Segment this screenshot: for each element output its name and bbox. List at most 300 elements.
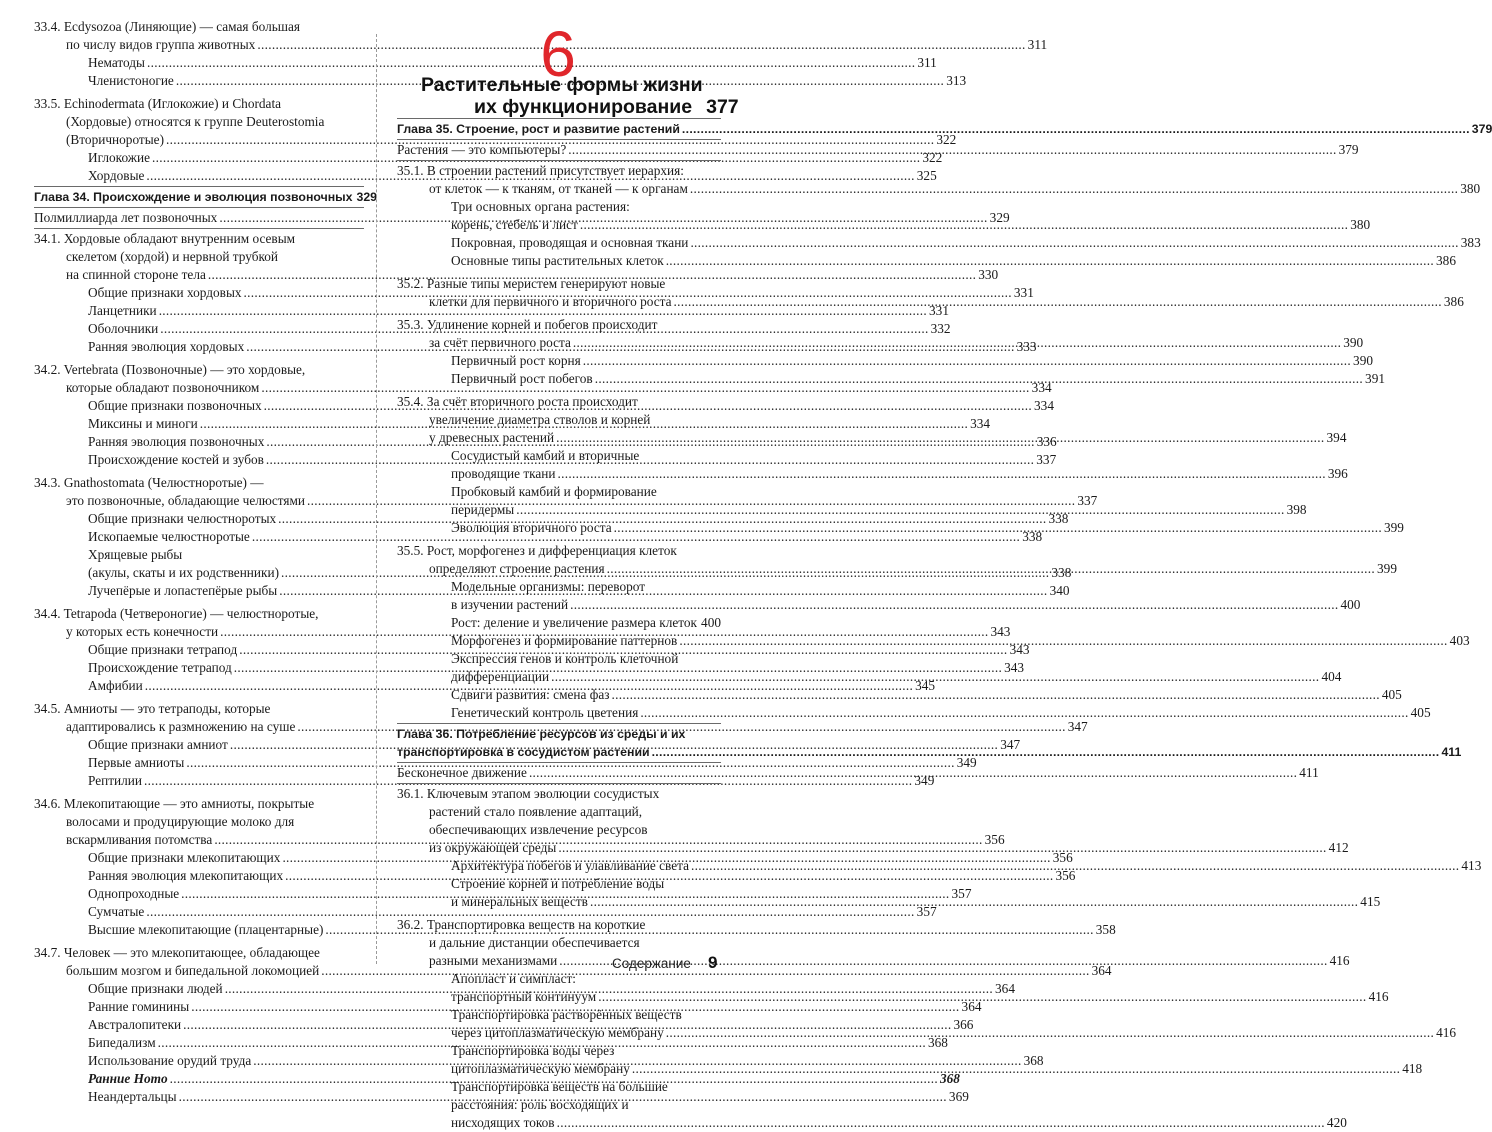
toc-entry-title: на спинной стороне тела (66, 266, 206, 284)
toc-entry[interactable] (397, 578, 721, 596)
toc-entry-title: которые обладают позвоночником (66, 379, 259, 397)
toc-entry[interactable] (397, 1024, 721, 1042)
toc-chapter-heading[interactable] (397, 725, 721, 743)
toc-entry[interactable] (397, 216, 721, 234)
toc-entry-title: Строение корней и потребление воды (451, 875, 664, 893)
dot-leader (691, 857, 1459, 875)
dot-leader (551, 668, 1319, 686)
toc-entry[interactable] (397, 650, 721, 668)
toc-entry[interactable] (34, 131, 364, 149)
toc-entry-page: 332 (931, 320, 951, 338)
toc-entry-title: Общие признаки амниот (88, 736, 228, 754)
toc-entry[interactable] (34, 736, 364, 754)
toc-entry-title: Общие признаки тетрапод (88, 641, 237, 659)
toc-entry[interactable] (34, 813, 364, 831)
dot-leader (690, 180, 1458, 198)
toc-chapter-heading[interactable] (34, 188, 364, 206)
footer-page-number: 9 (708, 952, 717, 974)
toc-section-entry[interactable] (34, 944, 364, 962)
toc-entry[interactable] (34, 546, 364, 564)
part-title-line-1: Растительные формы жизни (421, 73, 703, 97)
toc-entry[interactable] (34, 849, 364, 867)
toc-entry-title: через цитоплазматическую мембрану (451, 1024, 664, 1042)
toc-entry[interactable] (397, 180, 721, 198)
toc-entry[interactable] (397, 411, 721, 429)
toc-entry-title: Общие признаки позвоночных (88, 397, 262, 415)
toc-entry-title: Ранняя эволюция позвоночных (88, 433, 264, 451)
toc-entry[interactable] (34, 1034, 364, 1052)
toc-entry-page: 356 (985, 831, 1005, 849)
toc-entry-title: Первые амниоты (88, 754, 184, 772)
toc-entry[interactable] (34, 338, 364, 356)
toc-entry[interactable] (397, 632, 721, 650)
toc-section-entry[interactable] (34, 795, 364, 813)
toc-entry-title: из окружающей среды (429, 839, 556, 857)
toc-entry-page: 322 (922, 149, 942, 167)
toc-entry-title: это позвоночные, обладающие челюстями (66, 492, 305, 510)
toc-entry[interactable] (34, 1016, 364, 1034)
toc-entry-title: Ископаемые челюстноротые (88, 528, 250, 546)
toc-entry-page: 331 (929, 302, 949, 320)
toc-entry[interactable] (34, 831, 364, 849)
toc-entry[interactable] (397, 857, 721, 875)
toc-entry-title: Архитектура побегов и улавливание света (451, 857, 689, 875)
toc-entry[interactable] (34, 1088, 364, 1106)
toc-entry-title: увеличение диаметра стволов и корней (429, 411, 650, 429)
toc-entry-title: Транспортировка растворённых веществ (451, 1006, 682, 1024)
toc-entry[interactable] (34, 113, 364, 131)
toc-section-entry[interactable] (34, 700, 364, 718)
toc-entry-title: Глава 36. Потребление ресурсов из среды и их (397, 725, 685, 743)
toc-entry-page: 338 (1049, 510, 1069, 528)
toc-entry-page: 368 (1024, 1052, 1044, 1070)
toc-entry[interactable] (34, 302, 364, 320)
toc-entry-title: у древесных растений (429, 429, 554, 447)
toc-entry-page: 337 (1036, 451, 1056, 469)
toc-section-entry[interactable] (397, 141, 721, 159)
toc-entry-title: Происхождение тетрапод (88, 659, 232, 677)
toc-entry-title: разными механизмами (429, 952, 557, 970)
toc-section-entry[interactable] (397, 542, 721, 560)
toc-entry[interactable] (34, 677, 364, 695)
toc-entry[interactable] (397, 234, 721, 252)
toc-entry-page: 329 (990, 209, 1010, 227)
toc-entry[interactable] (34, 248, 364, 266)
toc-entry-title: 33.4. Ecdysozoa (Линяющие) — самая большая (34, 18, 300, 36)
toc-entry[interactable] (34, 433, 364, 451)
toc-section-entry[interactable] (397, 785, 721, 803)
toc-entry-page: 416 (1436, 1024, 1456, 1042)
toc-entry[interactable] (397, 483, 721, 501)
dot-leader (632, 1060, 1400, 1078)
toc-entry-page: 364 (1092, 962, 1112, 980)
toc-entry[interactable] (397, 803, 721, 821)
toc-entry[interactable] (34, 921, 364, 939)
dot-leader (583, 352, 1351, 370)
toc-entry-title: транспортировка в сосудистом растении (397, 743, 650, 761)
toc-entry[interactable] (34, 451, 364, 469)
dot-leader (595, 370, 1363, 388)
toc-entry[interactable] (34, 72, 364, 90)
toc-entry[interactable] (34, 718, 364, 736)
toc-entry-title: Ранняя эволюция хордовых (88, 338, 244, 356)
toc-section-entry[interactable] (397, 162, 721, 180)
toc-entry-title: большим мозгом и бипедальной локомоцией (66, 962, 319, 980)
toc-entry-title: от клеток — к тканям, от тканей — к органам (429, 180, 688, 198)
toc-entry-title: проводящие ткани (451, 465, 556, 483)
toc-entry-title: Неандертальцы (88, 1088, 177, 1106)
toc-entry-title: Общие признаки хордовых (88, 284, 242, 302)
toc-entry-page: 322 (936, 131, 956, 149)
dot-leader (666, 1024, 1434, 1042)
toc-entry[interactable] (34, 998, 364, 1016)
toc-entry-title: перидермы (451, 501, 514, 519)
toc-entry-title: Ранние гоминины (88, 998, 189, 1016)
toc-entry[interactable] (397, 893, 721, 911)
toc-entry-title: Транспортировка воды через (451, 1042, 614, 1060)
toc-entry-title: Генетический контроль цветения (451, 704, 638, 722)
toc-entry-page: 394 (1327, 429, 1347, 447)
toc-entry[interactable] (34, 492, 364, 510)
toc-entry[interactable] (34, 1070, 364, 1088)
toc-entry-page: 347 (1068, 718, 1088, 736)
toc-entry-title: 35.2. Разные типы меристем генерируют новые (397, 275, 665, 293)
toc-entry-page: 329 (357, 188, 378, 206)
toc-entry-page: 325 (917, 167, 937, 185)
toc-entry-page: 404 (1321, 668, 1341, 686)
toc-entry-page: 347 (1000, 736, 1020, 754)
toc-section-entry[interactable] (397, 916, 721, 934)
toc-entry-title: растений стало появление адаптаций, (429, 803, 642, 821)
toc-entry-title: 34.3. Gnathostomata (Челюстноротые) — (34, 474, 264, 492)
toc-entry[interactable] (34, 167, 364, 185)
toc-entry-page: 356 (1055, 867, 1075, 885)
toc-entry-title: Использование орудий труда (88, 1052, 251, 1070)
toc-entry-title: у которых есть конечности (66, 623, 218, 641)
toc-entry-title: Полмиллиарда лет позвоночных (34, 209, 217, 227)
toc-entry-title: 34.4. Tetrapoda (Четвероногие) — челюстноротые, (34, 605, 319, 623)
toc-entry-page: 420 (1327, 1114, 1347, 1132)
toc-entry-page: 399 (1377, 560, 1397, 578)
toc-entry-title: обеспечивающих извлечение ресурсов (429, 821, 648, 839)
toc-entry-title: 36.2. Транспортировка веществ на короткие (397, 916, 645, 934)
toc-entry-title: 35.5. Рост, морфогенез и дифференциация клеток (397, 542, 677, 560)
toc-entry-page: 349 (957, 754, 977, 772)
toc-entry[interactable] (34, 772, 364, 790)
toc-entry-title: Пробковый камбий и формирование (451, 483, 657, 501)
toc-entry-page: 416 (1330, 952, 1350, 970)
toc-section-entry[interactable] (34, 230, 364, 248)
toc-entry-page: 368 (928, 1034, 948, 1052)
toc-chapter-heading[interactable] (397, 120, 721, 138)
toc-entry-page: 386 (1444, 293, 1464, 311)
toc-entry-page: 400 (701, 614, 721, 632)
toc-entry-title: Рост: деление и увеличение размера клеток (451, 614, 697, 632)
toc-entry-title: Высшие млекопитающие (плацентарные) (88, 921, 323, 939)
toc-entry-page: 331 (1014, 284, 1034, 302)
toc-entry-title: Происхождение костей и зубов (88, 451, 264, 469)
toc-entry-title: цитоплазматическую мембрану (451, 1060, 630, 1078)
toc-entry[interactable] (34, 284, 364, 302)
toc-entry-title: Хрящевые рыбы (88, 546, 182, 564)
toc-entry-title: Сумчатые (88, 903, 144, 921)
toc-section-entry[interactable] (34, 474, 364, 492)
toc-entry-title: Сосудистый камбий и вторичные (451, 447, 639, 465)
toc-entry-title: Покровная, проводящая и основная ткани (451, 234, 688, 252)
toc-entry[interactable] (397, 686, 721, 704)
dot-leader (666, 252, 1434, 270)
toc-entry-page: 379 (1339, 141, 1359, 159)
toc-entry-page: 357 (952, 885, 972, 903)
toc-entry-page: 334 (1032, 379, 1052, 397)
toc-entry-title: волосами и продуцирующие молоко для (66, 813, 294, 831)
toc-entry[interactable] (34, 54, 364, 72)
toc-entry[interactable] (397, 821, 721, 839)
toc-entry-page: 338 (1022, 528, 1042, 546)
toc-entry-title: Три основных органа растения: (451, 198, 630, 216)
toc-entry[interactable] (397, 1096, 721, 1114)
toc-entry[interactable] (397, 988, 721, 1006)
toc-entry-page: 403 (1450, 632, 1470, 650)
toc-entry[interactable] (397, 501, 721, 519)
toc-entry-page: 405 (1411, 704, 1431, 722)
toc-entry-title: Экспрессия генов и контроль клеточной (451, 650, 678, 668)
toc-section-entry[interactable] (397, 316, 721, 334)
toc-entry[interactable] (34, 623, 364, 641)
toc-chapter-heading[interactable] (397, 743, 721, 761)
toc-entry-title: Оболочники (88, 320, 158, 338)
toc-section-entry[interactable] (34, 18, 364, 36)
toc-rule (397, 762, 721, 763)
toc-entry-title: (Хордовые) относятся к группе Deuterostomia (66, 113, 324, 131)
toc-section-entry[interactable] (34, 209, 364, 227)
toc-entry[interactable] (397, 1114, 721, 1132)
toc-entry[interactable] (34, 754, 364, 772)
dot-leader (573, 334, 1341, 352)
toc-entry-title: Глава 35. Строение, рост и развитие растений (397, 120, 680, 138)
toc-entry-title: Общие признаки челюстноротых (88, 510, 276, 528)
toc-entry-title: Общие признаки людей (88, 980, 223, 998)
toc-entry[interactable] (34, 885, 364, 903)
toc-entry-title: 34.1. Хордовые обладают внутренним осевым (34, 230, 295, 248)
column-divider (376, 34, 377, 964)
toc-entry-page: 357 (917, 903, 937, 921)
toc-entry[interactable] (34, 415, 364, 433)
toc-entry[interactable] (397, 704, 721, 722)
toc-entry[interactable] (34, 641, 364, 659)
dot-leader (614, 519, 1382, 537)
toc-section-entry[interactable] (34, 361, 364, 379)
toc-entry-page: 412 (1329, 839, 1349, 857)
part-title-line-2 (474, 95, 739, 119)
toc-entry[interactable] (34, 320, 364, 338)
toc-entry[interactable] (397, 875, 721, 893)
toc-entry[interactable] (34, 379, 364, 397)
toc-entry[interactable] (397, 934, 721, 952)
toc-entry-title: клетки для первичного и вторичного роста (429, 293, 672, 311)
toc-entry-page: 366 (954, 1016, 974, 1034)
toc-entry-title: транспортный континуум (451, 988, 596, 1006)
toc-entry[interactable] (34, 36, 364, 54)
toc-entry-title: дифференциации (451, 668, 549, 686)
toc-section-entry[interactable] (397, 275, 721, 293)
toc-entry[interactable] (397, 334, 721, 352)
toc-entry-page: 358 (1096, 921, 1116, 939)
toc-section-entry[interactable] (397, 393, 721, 411)
toc-entry[interactable] (34, 149, 364, 167)
toc-rule (34, 228, 364, 229)
toc-entry-title: Эволюция вторичного роста (451, 519, 612, 537)
toc-rule (397, 723, 721, 724)
toc-entry-page: 386 (1436, 252, 1456, 270)
dot-leader (652, 743, 1440, 761)
toc-entry-page: 396 (1328, 465, 1348, 483)
toc-entry-title: 34.5. Амниоты — это тетраподы, которые (34, 700, 270, 718)
dot-leader (674, 293, 1442, 311)
toc-entry-title: Морфогенез и формирование паттернов (451, 632, 677, 650)
toc-entry-title: Рептилии (88, 772, 142, 790)
toc-entry-page: 364 (995, 980, 1015, 998)
toc-entry-title: адаптировались к размножению на суше (66, 718, 295, 736)
toc-entry-title: Глава 34. Происхождение и эволюция позвоночных (34, 188, 353, 206)
toc-entry-page: 368 (940, 1070, 960, 1088)
toc-entry-page: 390 (1343, 334, 1363, 352)
toc-entry-title: Ланцетники (88, 302, 157, 320)
dot-leader (147, 54, 915, 72)
toc-entry-title: в изучении растений (451, 596, 568, 614)
toc-entry[interactable] (34, 1052, 364, 1070)
dot-leader (598, 988, 1366, 1006)
toc-entry[interactable] (397, 614, 721, 632)
toc-entry-page: 416 (1369, 988, 1389, 1006)
toc-entry[interactable] (397, 560, 721, 578)
toc-entry[interactable] (397, 596, 721, 614)
toc-rule (397, 783, 721, 784)
toc-entry-title: (Вторичноротые) (66, 131, 164, 149)
toc-entry-title: Бипедализм (88, 1034, 156, 1052)
toc-entry[interactable] (34, 397, 364, 415)
toc-entry-page: 343 (990, 623, 1010, 641)
toc-entry-title: 34.6. Млекопитающие — это амниоты, покрытые (34, 795, 314, 813)
toc-entry-title: Транспортировка веществ на большие (451, 1078, 668, 1096)
toc-entry-title: Ранние Homo (88, 1070, 168, 1088)
toc-entry-page: 338 (1051, 564, 1071, 582)
toc-entry[interactable] (34, 659, 364, 677)
toc-entry-title: 34.2. Vertebrata (Позвоночные) — это хордовые, (34, 361, 305, 379)
dot-leader (690, 234, 1458, 252)
toc-entry-page: 369 (949, 1088, 969, 1106)
toc-entry[interactable] (397, 352, 721, 370)
dot-leader (607, 560, 1375, 578)
toc-entry[interactable] (34, 962, 364, 980)
toc-entry-title: Первичный рост корня (451, 352, 581, 370)
toc-entry[interactable] (34, 510, 364, 528)
toc-entry[interactable] (397, 519, 721, 537)
toc-entry[interactable] (34, 980, 364, 998)
toc-entry-page: 336 (1037, 433, 1057, 451)
toc-entry[interactable] (34, 528, 364, 546)
toc-entry-title: нисходящих токов (451, 1114, 555, 1132)
toc-entry[interactable] (397, 465, 721, 483)
part-number: 6 (536, 22, 580, 86)
toc-rule (34, 186, 364, 187)
toc-entry-title: Ранняя эволюция млекопитающих (88, 867, 283, 885)
toc-entry-title: и дальние дистанции обеспечивается (429, 934, 640, 952)
toc-entry-page: 415 (1360, 893, 1380, 911)
toc-entry[interactable] (397, 252, 721, 270)
toc-entry-page: 333 (1017, 338, 1037, 356)
toc-entry[interactable] (34, 582, 364, 600)
toc-entry[interactable] (397, 1042, 721, 1060)
toc-entry-page: 345 (915, 677, 935, 695)
dot-leader (529, 764, 1297, 782)
toc-entry[interactable] (397, 198, 721, 216)
toc-entry[interactable] (397, 447, 721, 465)
toc-entry-title: Иглокожие (88, 149, 150, 167)
toc-section-entry[interactable] (397, 764, 721, 782)
dot-leader (612, 686, 1380, 704)
dot-leader (556, 429, 1324, 447)
toc-entry[interactable] (397, 1006, 721, 1024)
footer-section-label: Содержание (612, 955, 691, 973)
toc-entry-page: 399 (1384, 519, 1404, 537)
toc-entry[interactable] (34, 903, 364, 921)
toc-rule (397, 118, 721, 119)
toc-entry[interactable] (397, 839, 721, 857)
dot-leader (590, 893, 1358, 911)
toc-entry-page: 330 (978, 266, 998, 284)
toc-entry[interactable] (34, 266, 364, 284)
toc-entry-title: 35.3. Удлинение корней и побегов происходит (397, 316, 657, 334)
dot-leader (580, 216, 1348, 234)
toc-entry-page: 334 (1034, 397, 1054, 415)
toc-entry-title: скелетом (хордой) и нервной трубкой (66, 248, 278, 266)
toc-entry-title: Однопроходные (88, 885, 179, 903)
toc-entry-title: Апопласт и симпласт: (451, 970, 576, 988)
toc-entry-title: Растения — это компьютеры? (397, 141, 566, 159)
dot-leader (516, 501, 1284, 519)
toc-entry[interactable] (34, 867, 364, 885)
toc-entry-page: 349 (914, 772, 934, 790)
toc-section-entry[interactable] (34, 95, 364, 113)
dot-leader (682, 120, 1470, 138)
toc-entry[interactable] (397, 1078, 721, 1096)
toc-entry-title: Амфибии (88, 677, 143, 695)
dot-leader (558, 465, 1326, 483)
dot-leader (570, 596, 1338, 614)
toc-section-entry[interactable] (34, 605, 364, 623)
toc-entry-page: 405 (1382, 686, 1402, 704)
toc-entry[interactable] (397, 429, 721, 447)
toc-entry[interactable] (34, 564, 364, 582)
dot-leader (640, 704, 1408, 722)
toc-entry[interactable] (397, 1060, 721, 1078)
toc-entry-page: 413 (1461, 857, 1481, 875)
toc-entry-page: 411 (1299, 764, 1318, 782)
toc-entry-title: и минеральных веществ (451, 893, 588, 911)
toc-entry-title: 35.1. В строении растений присутствует иерархия: (397, 162, 684, 180)
toc-entry-title: за счёт первичного роста (429, 334, 571, 352)
toc-entry-title: корень, стебель и лист (451, 216, 578, 234)
toc-entry[interactable] (397, 293, 721, 311)
toc-entry-page: 398 (1287, 501, 1307, 519)
dot-leader (557, 1114, 1325, 1132)
toc-entry-title: расстояния: роль восходящих и (451, 1096, 629, 1114)
toc-entry[interactable] (397, 370, 721, 388)
toc-entry[interactable] (397, 668, 721, 686)
toc-entry-title: Австралопитеки (88, 1016, 181, 1034)
toc-entry-page: 340 (1050, 582, 1070, 600)
